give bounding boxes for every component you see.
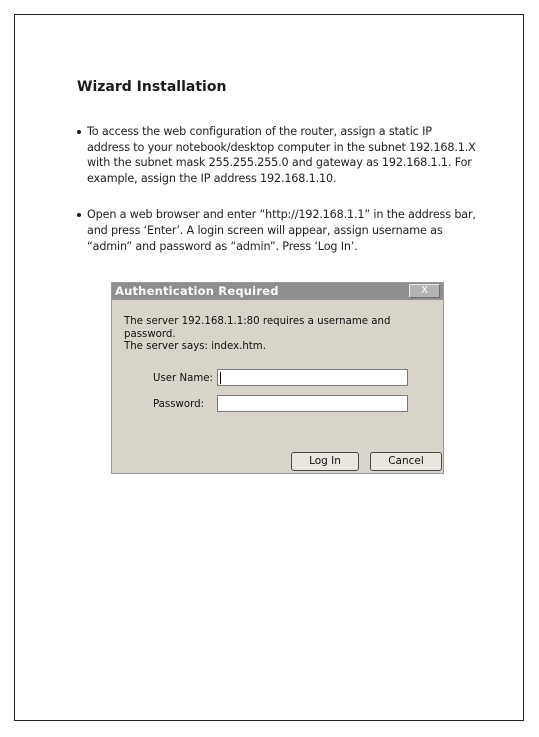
dialog-message xyxy=(124,316,443,354)
dialog-titlebar xyxy=(112,283,443,300)
list-item xyxy=(77,124,477,186)
username-field[interactable] xyxy=(217,369,408,386)
password-label: Password: xyxy=(153,399,205,410)
list-item xyxy=(77,207,477,254)
dialog-title: Authentication Required xyxy=(115,284,279,298)
cancel-button[interactable]: Cancel xyxy=(370,452,442,471)
close-button[interactable]: X xyxy=(409,284,440,298)
bullet-text: Open a web browser and enter “http://192.168.1.1” in the address bar, and press ‘Enter’. A login screen will appear, assign username as “admin” and password as “admin”. Press ‘Log In’. xyxy=(87,208,476,253)
bullet-text: To access the web configuration of the router, assign a static IP address to your notebook/desktop computer in the subnet 192.168.1.X with the subnet mask 255.255.255.0 and gateway as 192.168.1.1. For example, assign the IP address 192.168.1.10. xyxy=(87,125,476,185)
section-title: Wizard Installation xyxy=(77,79,227,95)
auth-dialog xyxy=(111,282,444,474)
bullet-icon xyxy=(77,213,81,217)
username-label: User Name: xyxy=(153,373,213,384)
message-line: The server says: index.htm. xyxy=(124,341,266,352)
login-button[interactable]: Log In xyxy=(291,452,359,471)
message-line: The server 192.168.1.1:80 requires a username and password. xyxy=(124,316,391,340)
instruction-list xyxy=(77,124,477,254)
bullet-icon xyxy=(77,130,81,134)
password-field[interactable] xyxy=(217,395,408,412)
text-caret xyxy=(220,372,221,384)
